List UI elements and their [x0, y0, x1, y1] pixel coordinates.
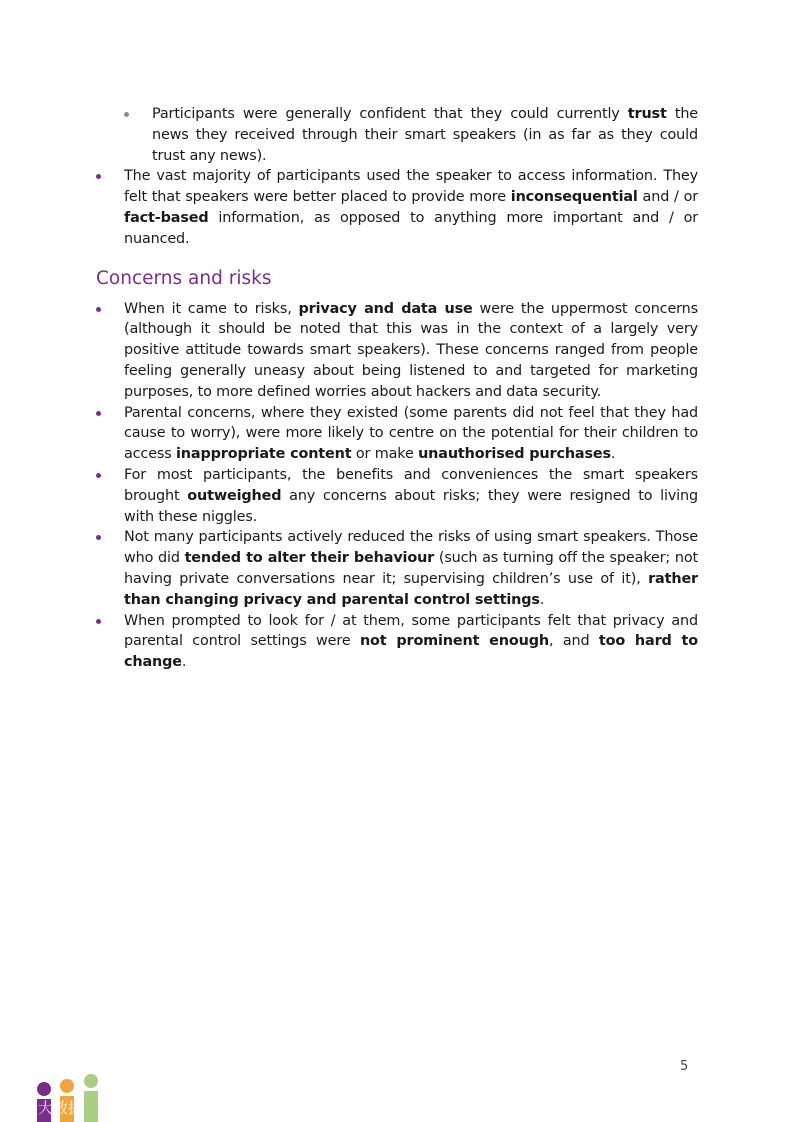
body-text: The vast majority of participants used the speaker to access information. They felt that speakers were better placed to provide more	[124, 168, 698, 206]
bold-text: unauthorised purchases	[418, 446, 611, 463]
bold-text: too hard to change	[124, 633, 698, 671]
bullet-item	[96, 166, 698, 249]
body-text: Participants were generally confident that they could currently	[152, 106, 628, 122]
body-text: Not many participants actively reduced the risks of using smart speakers. Those who did	[124, 529, 698, 567]
body-text: When it came to risks,	[124, 300, 299, 317]
body-text: were the uppermost concerns (although it should be noted that this was in the context of a largely very positive attitude towards smart speakers). These concerns ranged from people feeling generally uneasy about being listened to and targeted for marketing purposes, to more defined worries about hackers and data security.	[124, 300, 698, 400]
bold-text: trust	[627, 106, 667, 122]
logo-text: 大数据	[38, 1099, 84, 1117]
sub-bullet-item	[124, 104, 698, 166]
body-text: and / or	[637, 189, 698, 206]
bullet-dot-icon	[96, 619, 101, 624]
logo-figure-head	[60, 1079, 74, 1093]
findings-list	[96, 104, 698, 250]
body-text: (such as turning off the speaker; not having private conversations near it; supervising children’s use of it),	[124, 550, 698, 587]
bold-text: privacy and data use	[298, 300, 473, 317]
body-text: .	[181, 654, 187, 671]
page-content	[96, 104, 698, 673]
bullet-dot-icon	[96, 411, 101, 416]
bullet-item	[96, 299, 698, 403]
bullet-dot-icon	[96, 174, 101, 179]
bullet-dot-icon	[124, 112, 129, 117]
bold-text: inappropriate content	[176, 446, 352, 463]
body-text: Parental concerns, where they existed (some parents did not feel that they had cause to worry), were more likely to centre on the potential for their children to access	[124, 404, 698, 463]
page-number: 5	[680, 1059, 689, 1074]
bold-text: inconsequential	[510, 189, 638, 206]
bullet-dot-icon	[96, 307, 101, 312]
bullet-item	[96, 527, 698, 610]
bold-text: rather than changing privacy and parental control settings	[124, 570, 698, 608]
bullet-item	[96, 403, 698, 465]
bold-text: outweighed	[187, 487, 282, 504]
bold-text: not prominent enough	[359, 633, 549, 650]
logo-figure-head	[84, 1074, 98, 1088]
body-text: , and	[548, 633, 599, 650]
body-text: .	[539, 591, 545, 608]
body-text: any concerns about risks; they were resigned to living with these niggles.	[124, 487, 698, 525]
bullet-dot-icon	[96, 535, 101, 540]
body-text: For most participants, the benefits and conveniences the smart speakers brought	[124, 466, 698, 504]
bold-text: fact-based	[124, 209, 209, 226]
logo-figure-head	[37, 1082, 51, 1096]
bullet-item	[96, 465, 698, 527]
section-heading: Concerns and risks	[96, 267, 272, 289]
body-text: When prompted to look for / at them, some participants felt that privacy and parental control settings were	[124, 612, 698, 650]
concerns-list	[96, 299, 698, 673]
people-figures-logo	[34, 1072, 106, 1122]
body-text: .	[610, 446, 616, 463]
body-text: information, as opposed to anything more important and / or nuanced.	[124, 209, 698, 247]
bullet-dot-icon	[96, 473, 101, 478]
logo-figure-body	[84, 1091, 98, 1122]
body-text: or make	[351, 446, 419, 463]
bold-text: tended to alter their behaviour	[184, 550, 435, 567]
body-text: the news they received through their smart speakers (in as far as they could trust any news).	[152, 106, 698, 164]
bullet-item	[96, 611, 698, 673]
